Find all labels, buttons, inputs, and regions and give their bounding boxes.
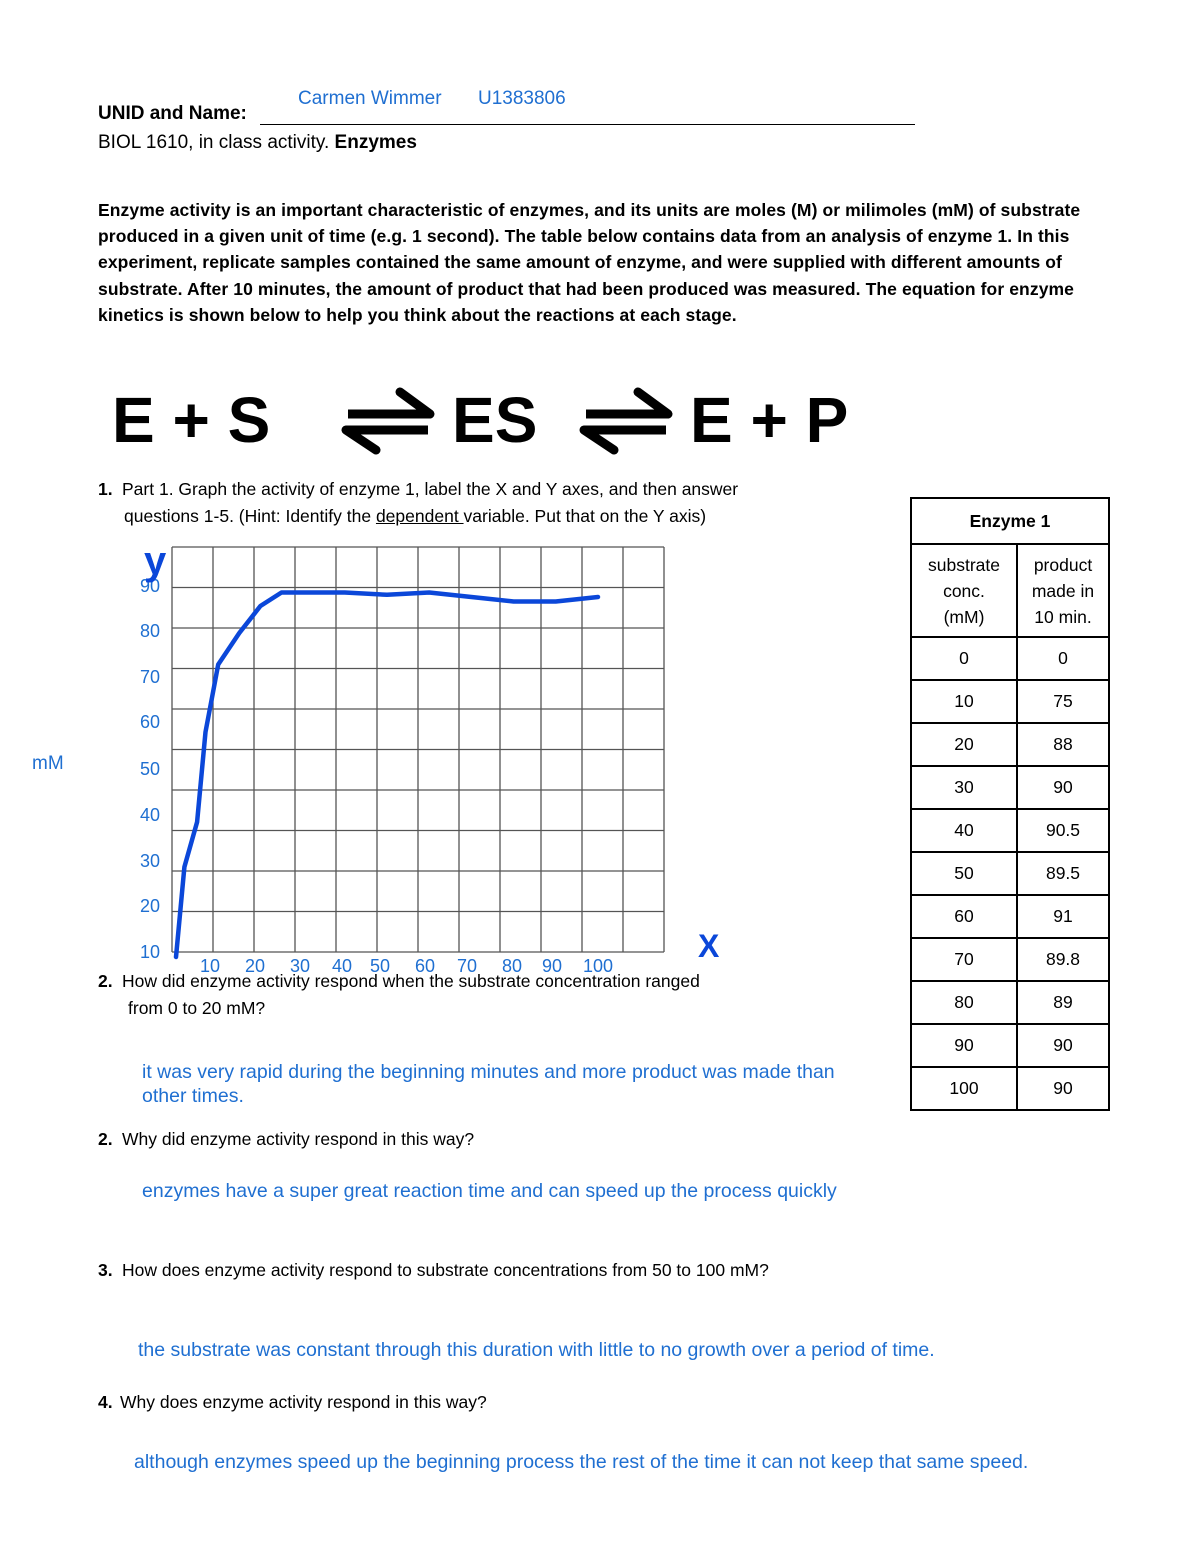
x-tick-label: 10: [200, 956, 221, 976]
substrate-cell: 100: [911, 1067, 1017, 1110]
part1-underlined-word: dependent: [375, 506, 464, 526]
table-row: [911, 680, 1109, 723]
y-tick-label: 10: [140, 942, 161, 962]
side-unit-label: mM: [32, 753, 64, 774]
table-row: [911, 723, 1109, 766]
product-cell: 90: [1017, 766, 1109, 809]
substrate-header: [911, 544, 1017, 637]
table-row: [911, 852, 1109, 895]
x-tick-label: 40: [332, 956, 353, 976]
table-row: [911, 637, 1109, 680]
question-text: How did enzyme activity respond when the substrate concentration ranged: [122, 971, 700, 991]
question-number: 4.: [98, 1392, 113, 1412]
question-number: 2.: [98, 1129, 113, 1149]
substrate-header-line: substrate: [928, 554, 1000, 575]
y-axis-label: y: [144, 539, 167, 583]
question-3: [98, 1260, 769, 1281]
answer-line: it was very rapid during the beginning minutes and more product was made than: [142, 1061, 835, 1083]
y-tick-labels: [140, 576, 160, 962]
product-cell: 90: [1017, 1067, 1109, 1110]
product-cell: 89.5: [1017, 852, 1109, 895]
table-row: [911, 1024, 1109, 1067]
answer-line: the substrate was constant through this duration with little to no growth over a period of time.: [138, 1339, 935, 1361]
y-tick-label: 70: [140, 667, 161, 687]
question-2b: [98, 1129, 474, 1150]
kinetics-equation: [112, 380, 892, 460]
handwritten-unid: U1383806: [478, 88, 566, 109]
table-row: [911, 938, 1109, 981]
y-tick-label: 90: [140, 576, 161, 596]
x-tick-label: 60: [415, 956, 436, 976]
intro-paragraph: Enzyme activity is an important characteristic of enzymes, and its units are moles (M) or milimoles (mM) of substrate produced in a given unit of time (e.g. 1 second). The table below contains data from an analysis of enzyme 1. In this experiment, replicate samples contained the same amount of enzyme, and were supplied with different amounts of substrate. After 10 minutes, the amount of product that had been produced was measured. The equation for enzyme kinetics is shown below to help you think about the reactions at each stage.: [98, 200, 1081, 325]
part1-text: Part 1. Graph the activity of enzyme 1, label the X and Y axes, and then answer: [122, 479, 739, 499]
substrate-cell: 70: [911, 938, 1017, 981]
question-2a-line2: from 0 to 20 mM?: [128, 998, 266, 1018]
graph-grid: [172, 547, 664, 952]
question-number: 3.: [98, 1260, 113, 1280]
part1-number: 1.: [98, 479, 113, 499]
question-4: [98, 1392, 487, 1413]
answer-3: [138, 1338, 935, 1362]
substrate-cell: 80: [911, 981, 1017, 1024]
table-row: [911, 766, 1109, 809]
table-row: [911, 981, 1109, 1024]
equation-reactants: E + S: [112, 384, 271, 456]
answer-4: [134, 1450, 1028, 1474]
unid-label: UNID and Name:: [98, 103, 247, 124]
table-row: [911, 1067, 1109, 1110]
answer-2a: [142, 1060, 835, 1108]
x-tick-label: 30: [290, 956, 311, 976]
substrate-cell: 40: [911, 809, 1017, 852]
question-text: Why does enzyme activity respond in this way?: [120, 1392, 487, 1412]
part1-line2: [124, 506, 706, 527]
product-cell: 89: [1017, 981, 1109, 1024]
table-row: [911, 809, 1109, 852]
activity-curve: [176, 593, 598, 958]
product-cell: 0: [1017, 637, 1109, 680]
part1-line1: [98, 479, 738, 500]
part1-line2-suffix: variable. Put that on the Y axis): [463, 506, 707, 526]
product-header-line: 10 min.: [1034, 606, 1092, 627]
equation-products: E + P: [690, 384, 849, 456]
y-tick-label: 30: [140, 851, 161, 871]
product-cell: 90: [1017, 1024, 1109, 1067]
y-tick-label: 20: [140, 896, 161, 916]
product-header-line: product: [1033, 554, 1093, 575]
y-tick-label: 80: [140, 621, 161, 641]
y-tick-label: 50: [140, 759, 161, 779]
course-line: [98, 132, 417, 154]
y-tick-label: 60: [140, 712, 161, 732]
substrate-header-line: conc.: [943, 580, 985, 601]
course-line-topic: Enzymes: [334, 132, 417, 153]
x-tick-label: 90: [542, 956, 563, 976]
answer-line: although enzymes speed up the beginning process the rest of the time it can not keep that same speed.: [134, 1451, 1029, 1473]
table-row: [911, 895, 1109, 938]
part1-line2-prefix: questions 1-5. (Hint: Identify the: [124, 506, 376, 526]
product-header-line: made in: [1031, 580, 1095, 601]
product-header: [1017, 544, 1109, 637]
x-tick-label: 50: [370, 956, 391, 976]
product-cell: 90.5: [1017, 809, 1109, 852]
x-axis-label: X: [698, 928, 720, 964]
y-tick-label: 40: [140, 805, 161, 825]
answer-line: other times.: [142, 1085, 244, 1107]
question-text: Why did enzyme activity respond in this way?: [122, 1129, 475, 1149]
answer-line: enzymes have a super great reaction time and can speed up the process quickly: [142, 1180, 837, 1202]
substrate-cell: 60: [911, 895, 1017, 938]
enzyme-activity-graph: [140, 539, 750, 980]
question-number: 2.: [98, 971, 113, 991]
equation-complex: ES: [452, 384, 538, 456]
table-title: Enzyme 1: [911, 498, 1109, 544]
name-underline: [260, 124, 915, 125]
substrate-header-line: (mM): [943, 606, 985, 627]
substrate-cell: 20: [911, 723, 1017, 766]
product-cell: 75: [1017, 680, 1109, 723]
substrate-cell: 30: [911, 766, 1017, 809]
x-tick-label: 70: [457, 956, 478, 976]
x-tick-label: 100: [583, 956, 614, 976]
product-cell: 89.8: [1017, 938, 1109, 981]
handwritten-name: Carmen Wimmer: [298, 88, 442, 109]
question-text: How does enzyme activity respond to substrate concentrations from 50 to 100 mM?: [122, 1260, 769, 1280]
question-2a: [98, 971, 700, 992]
substrate-cell: 50: [911, 852, 1017, 895]
substrate-cell: 0: [911, 637, 1017, 680]
product-cell: 91: [1017, 895, 1109, 938]
substrate-cell: 10: [911, 680, 1017, 723]
course-line-prefix: BIOL 1610, in class activity.: [98, 132, 330, 153]
x-tick-label: 20: [245, 956, 266, 976]
substrate-cell: 90: [911, 1024, 1017, 1067]
equilibrium-arrow-icon: [340, 388, 436, 452]
x-tick-label: 80: [502, 956, 523, 976]
enzyme-data-table: [910, 497, 1110, 1111]
answer-2b: [142, 1179, 837, 1203]
product-cell: 88: [1017, 723, 1109, 766]
equilibrium-arrow-icon: [578, 388, 674, 452]
